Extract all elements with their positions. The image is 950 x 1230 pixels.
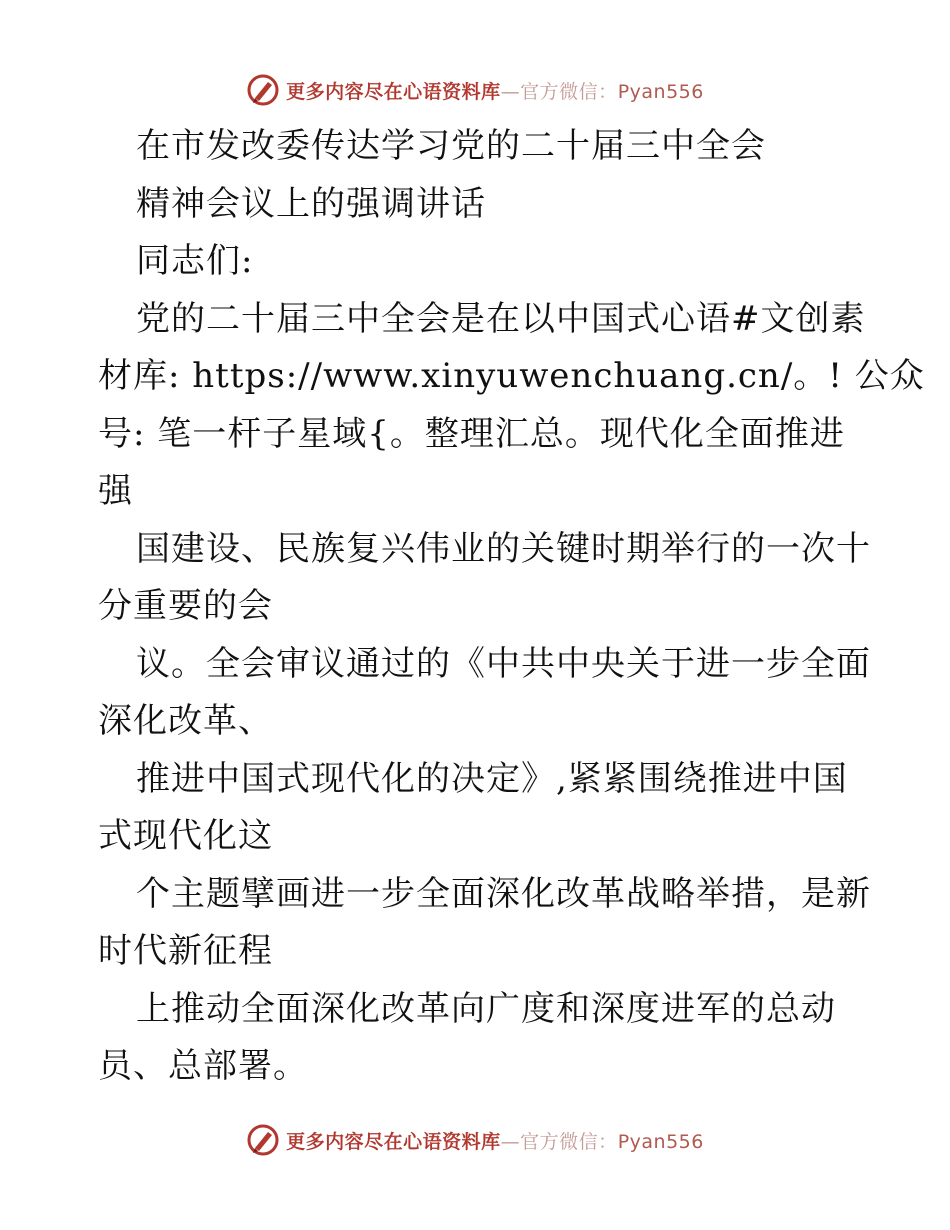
pen-logo-icon — [246, 1123, 280, 1157]
doc-line: 党的二十届三中全会是在以中国式心语#文创素 — [136, 298, 866, 339]
doc-line: 推进中国式现代化的决定》,紧紧围绕推进中国 — [136, 758, 848, 799]
footer-watermark — [0, 1120, 950, 1160]
document-body — [98, 118, 925, 1096]
watermark-wechat-label: 官方微信： — [520, 80, 618, 103]
doc-salutation: 同志们: — [136, 241, 254, 281]
watermark-site-text: 更多内容尽在心语资料库 — [286, 1130, 501, 1153]
watermark-dash: — — [500, 1130, 521, 1153]
pen-logo-icon — [246, 73, 280, 107]
doc-line: 材库: https://www.xinyuwenchuang.cn/。! 公众 — [98, 356, 925, 396]
doc-line: 强 — [98, 471, 133, 511]
watermark-wechat-label: 官方微信： — [520, 1130, 618, 1153]
doc-title-line-1: 在市发改委传达学习党的二十届三中全会 — [136, 126, 766, 166]
watermark-wechat-id: Pyan556 — [617, 80, 704, 103]
doc-line: 时代新征程 — [98, 931, 273, 971]
doc-line: 分重要的会 — [98, 586, 273, 626]
watermark-wechat-id: Pyan556 — [617, 1130, 704, 1153]
doc-line: 国建设、民族复兴伟业的关键时期举行的一次十 — [136, 528, 871, 569]
doc-title-line-2: 精神会议上的强调讲话 — [136, 183, 486, 224]
doc-line: 员、总部署。 — [98, 1046, 308, 1086]
doc-line: 号: 笔一杆子星域{。整理汇总。现代化全面推进 — [98, 413, 845, 454]
doc-line: 上推动全面深化改革向广度和深度进军的总动 — [136, 988, 836, 1029]
header-watermark — [0, 70, 950, 110]
doc-line: 式现代化这 — [98, 816, 273, 856]
watermark-dash: — — [500, 80, 521, 103]
doc-line: 议。全会审议通过的《中共中央关于进一步全面 — [136, 643, 871, 684]
watermark-site-text: 更多内容尽在心语资料库 — [286, 80, 501, 103]
doc-line: 个主题擘画进一步全面深化改革战略举措，是新 — [136, 873, 871, 914]
doc-line: 深化改革、 — [98, 701, 273, 741]
